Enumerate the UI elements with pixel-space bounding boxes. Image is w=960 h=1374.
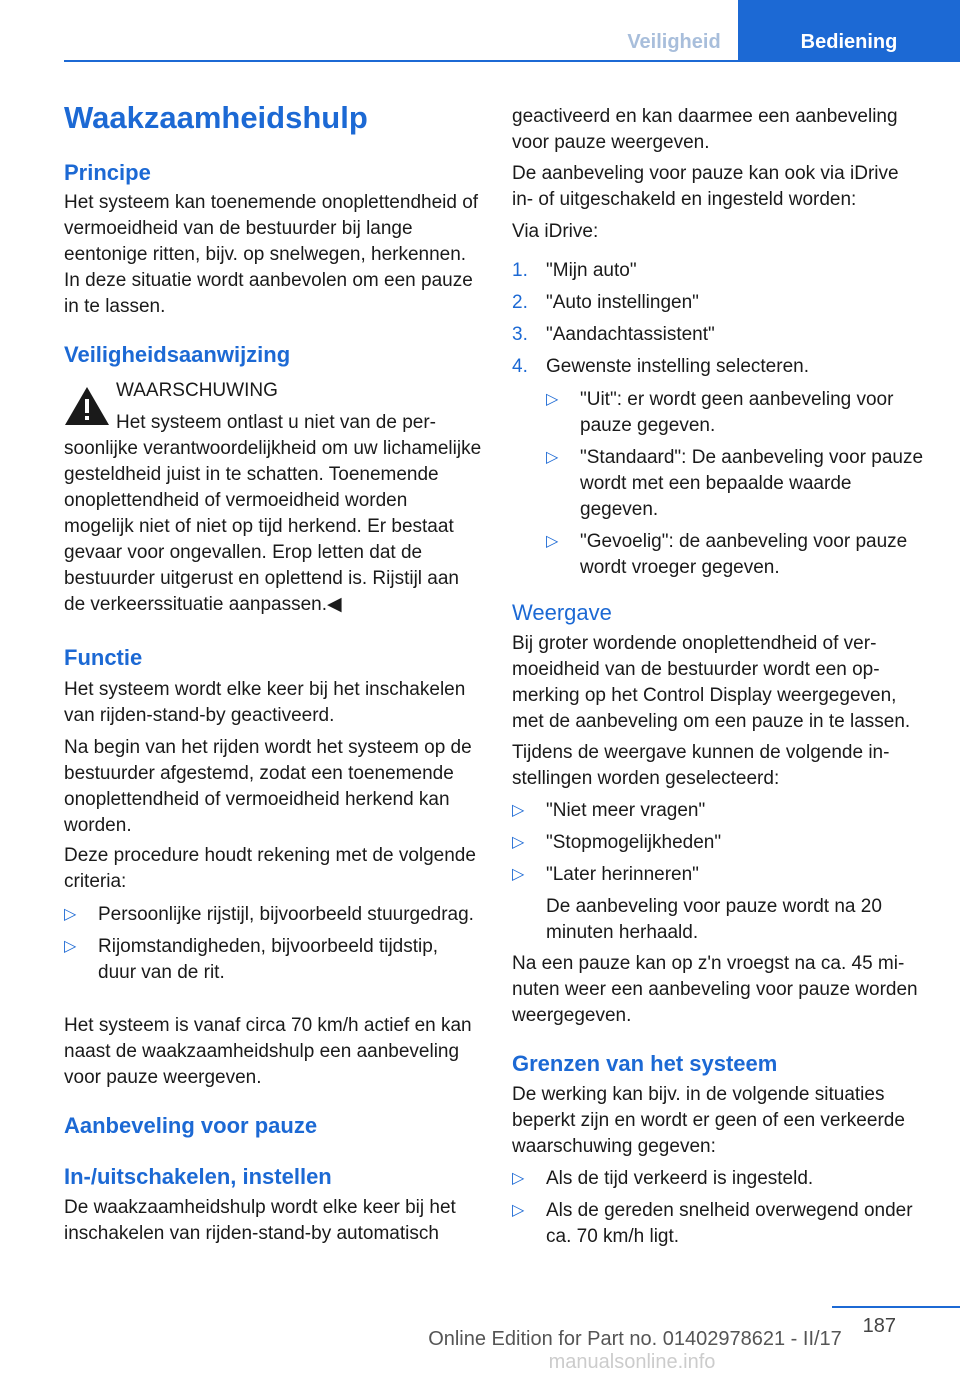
continuation-text: geactiveerd en kan daarmee een aanbeveling voor pauze weergeven.: [512, 106, 898, 153]
warning-text: Het systeem ontlast u niet van de persoonlijke verantwoordelijkheid om uw lichamelijke gesteldheid juist in te schatten. Toenemende onoplettendheid of vermoeidheid worden mogelijk niet of niet op tijd herkend. Er bestaat gevaar voor ongevallen. Erop letten dat de bestuurder uitgerust en oplettend is. Rijstijl aan de verkeerssituatie aanpassen.◀: [64, 412, 482, 615]
warning-block: [64, 378, 482, 618]
function-p4: Het systeem is vanaf circa 70 km/h actief en kan naast de waakzaamheidshulp een aanbeveling voor pauze weergeven.: [64, 1015, 472, 1088]
list-item: ▷ "Stopmogelijkheden": [512, 830, 924, 856]
warning-label: WAARSCHUWING: [116, 380, 278, 401]
edition-text: Online Edition for Part no. 01402978621 - II/17: [428, 1328, 842, 1350]
function-p3: Deze procedure houdt rekening met de volgende criteria:: [64, 845, 476, 892]
triangle-right-outline-icon: ▷: [546, 533, 559, 550]
tab-bediening[interactable]: Bediening: [738, 0, 960, 60]
list-item: ▷ "Later herinneren": [512, 862, 924, 888]
triangle-right-outline-icon: ▷: [512, 1202, 525, 1219]
warning-triangle-icon: [64, 386, 110, 426]
options-list: [512, 798, 924, 946]
footer-rule: [832, 1306, 960, 1308]
function-p2: Na begin van het rijden wordt het systeem op de bestuurder afgestemd, zodat een toenemende onoplettendheid of vermoeidheid herkend kan worden.: [64, 737, 472, 836]
list-item: 1. "Mijn auto": [512, 260, 637, 281]
heading-weergave: Weergave: [512, 600, 612, 625]
header-rule: [64, 60, 960, 62]
heading-inuitschakelen: In-/uitschakelen, instellen: [64, 1164, 332, 1189]
limits-text: De werking kan bijv. in de volgende situaties beperkt zijn en wordt er geen of een verkeerde waarschuwing gegeven:: [512, 1084, 905, 1157]
triangle-right-outline-icon: ▷: [64, 906, 77, 923]
heading-principe: Principe: [64, 160, 151, 185]
list-item: ▷ "Standaard": De aanbeveling voor pauze wordt met een bepaalde waarde gegeven.: [546, 447, 924, 520]
triangle-right-outline-icon: ▷: [546, 391, 559, 408]
idrive-text: De aanbeveling voor pauze kan ook via iDrive in- of uitgeschakeld en ingesteld worden:: [512, 163, 899, 210]
principe-text: Het systeem kan toenemende onoplettendheid of vermoeidheid van de bestuurder bij lange eentonige ritten, bijv. op snelwegen, herkennen. In deze situatie wordt aanbevolen om een pauze in te lassen.: [64, 192, 479, 317]
after-pause-text: Na een pauze kan op z'n vroegst na ca. 45 minuten weer een aanbeveling voor pauze worden weergegeven.: [512, 953, 918, 1026]
footer-edition: [370, 1328, 900, 1374]
function-p1: Het systeem wordt elke keer bij het inschakelen van rijden-stand-by geactiveerd.: [64, 679, 466, 726]
list-item: ▷ Persoonlijke rijstijl, bijvoorbeeld stuurgedrag.: [64, 902, 480, 928]
triangle-right-outline-icon: ▷: [64, 938, 77, 955]
heading-grenzen: Grenzen van het systeem: [512, 1051, 778, 1076]
heading-veiligheidsaanwijzing: Veiligheidsaanwijzing: [64, 342, 291, 367]
header-tabs: [610, 0, 960, 62]
via-idrive: Via iDrive:: [512, 221, 599, 242]
display-p1: Bij groter wordende onoplettendheid of vermoeidheid van de bestuurder wordt een opmerking op het Control Display weergegeven, met de aanbeveling om een pauze in te lassen.: [512, 633, 911, 732]
watermark: manualsonline.info: [548, 1351, 716, 1373]
steps-list: [512, 258, 924, 380]
list-item: ▷ Rijomstandigheden, bijvoorbeeld tijdstip, duur van de rit.: [64, 936, 439, 983]
list-item: 3. "Aandachtassistent": [512, 324, 715, 345]
limits-list: [512, 1166, 924, 1250]
heading-aanbeveling: Aanbeveling voor pauze: [64, 1113, 318, 1138]
list-item: 4. Gewenste instelling selecteren.: [512, 356, 809, 377]
list-item: ▷ "Niet meer vragen": [512, 798, 924, 824]
later-note: De aanbeveling voor pauze wordt na 20 minuten herhaald.: [546, 896, 882, 943]
list-item: ▷ Als de tijd verkeerd is ingesteld.: [512, 1166, 924, 1192]
list-item: ▷ Als de gereden snelheid overwegend onder ca. 70 km/h ligt.: [512, 1200, 913, 1247]
triangle-right-outline-icon: ▷: [512, 802, 525, 819]
display-p2: Tijdens de weergave kunnen de volgende instellingen worden geselecteerd:: [512, 742, 890, 789]
triangle-right-outline-icon: ▷: [512, 866, 525, 883]
list-item: 2. "Auto instellingen": [512, 292, 699, 313]
tab-veiligheid[interactable]: Veiligheid: [627, 31, 721, 53]
list-item: ▷ "Uit": er wordt geen aanbeveling voor pauze gegeven.: [546, 389, 894, 436]
criteria-list: [64, 902, 480, 986]
triangle-right-outline-icon: ▷: [512, 1170, 525, 1187]
settings-list: [546, 387, 926, 581]
triangle-right-outline-icon: ▷: [546, 449, 559, 466]
triangle-right-outline-icon: ▷: [512, 834, 525, 851]
switch-text: De waakzaamheidshulp wordt elke keer bij het inschakelen van rijden-stand-by automatisch: [64, 1197, 456, 1244]
list-item: ▷ "Gevoelig": de aanbeveling voor pauze wordt vroeger gegeven.: [546, 531, 908, 578]
page-title: Waakzaamheidshulp: [64, 100, 368, 135]
heading-functie: Functie: [64, 645, 143, 670]
page-number: 187: [862, 1315, 896, 1337]
